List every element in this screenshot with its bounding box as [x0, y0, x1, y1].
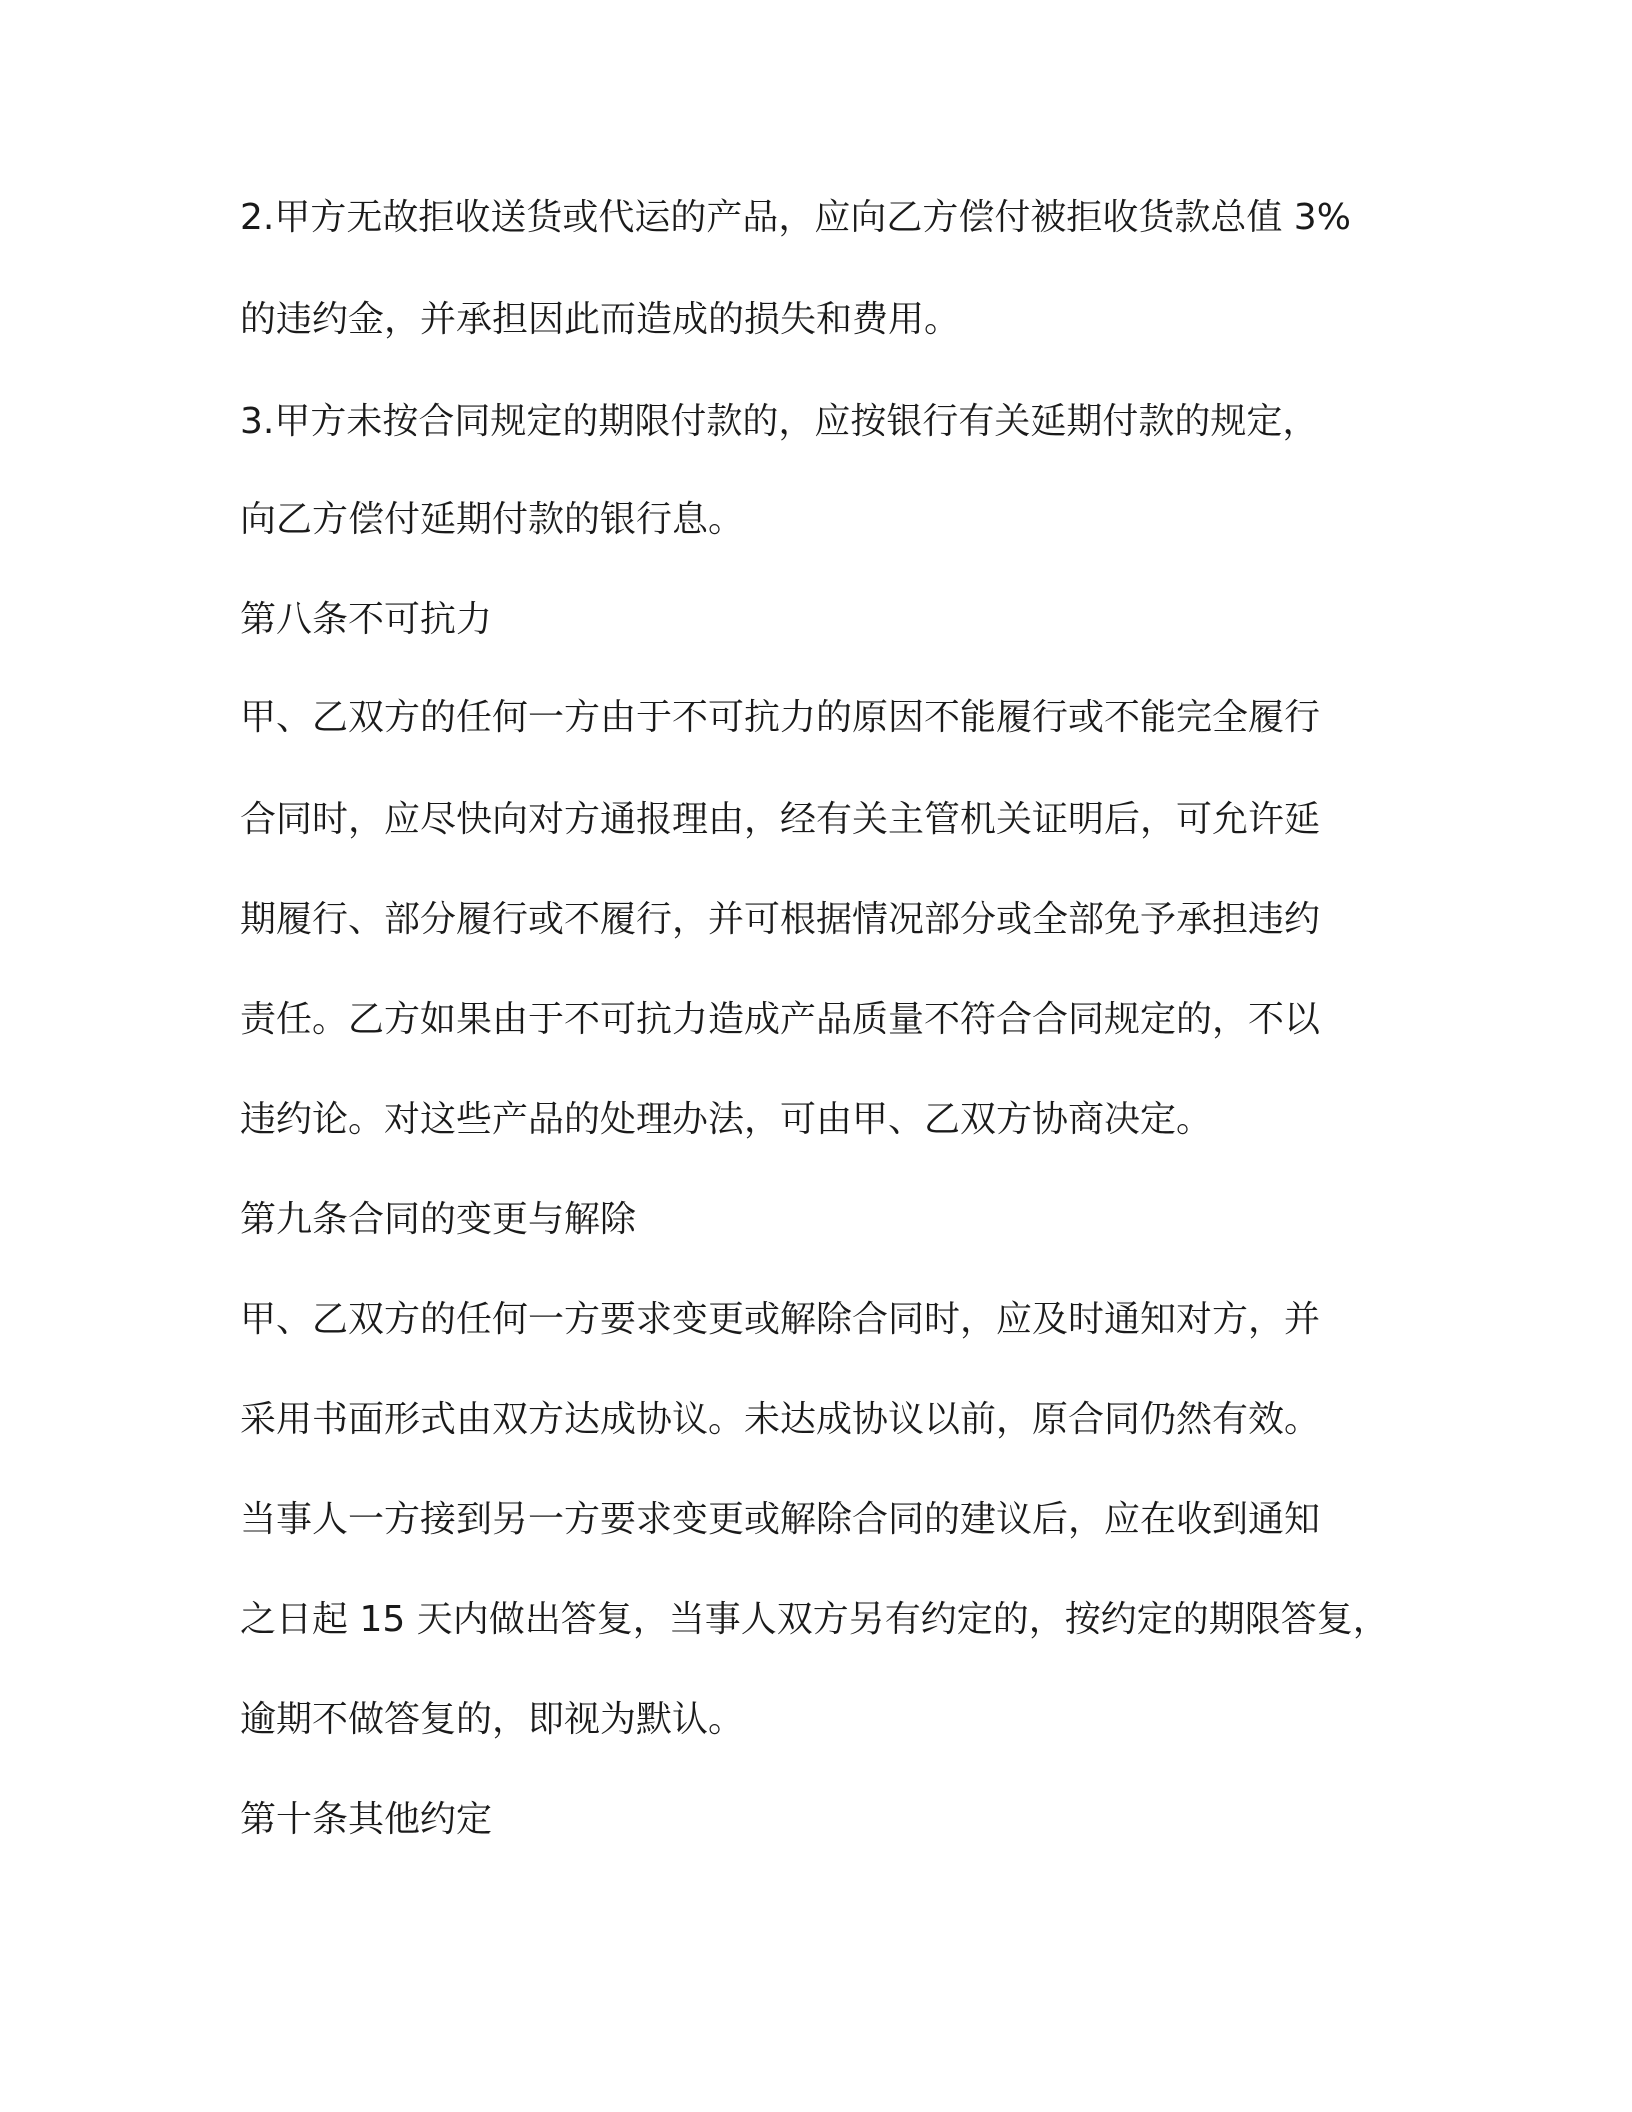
text-line-9: 责任。乙方如果由于不可抗力造成产品质量不符合合同规定的，不以	[240, 999, 1321, 1040]
text-line-14: 当事人一方接到另一方要求变更或解除合同的建议后，应在收到通知	[240, 1499, 1321, 1540]
text-line-15: 之日起 15 天内做出答复，当事人双方另有约定的，按约定的期限答复，	[240, 1599, 1389, 1640]
text-line-4: 向乙方偿付延期付款的银行息。	[240, 499, 745, 540]
heading-article-8: 第八条不可抗力	[240, 599, 493, 640]
text-line-1: 2.甲方无故拒收送货或代运的产品，应向乙方偿付被拒收货款总值 3%	[240, 197, 1351, 238]
text-line-7: 合同时，应尽快向对方通报理由，经有关主管机关证明后，可允许延	[240, 799, 1321, 840]
text-line-8: 期履行、部分履行或不履行，并可根据情况部分或全部免予承担违约	[240, 899, 1321, 940]
text-line-13: 采用书面形式由双方达成协议。未达成协议以前，原合同仍然有效。	[240, 1399, 1321, 1440]
heading-article-9: 第九条合同的变更与解除	[240, 1199, 637, 1240]
text-line-12: 甲、乙双方的任何一方要求变更或解除合同时，应及时通知对方，并	[240, 1299, 1321, 1340]
text-line-3: 3.甲方未按合同规定的期限付款的，应按银行有关延期付款的规定，	[240, 401, 1319, 442]
text-line-6: 甲、乙双方的任何一方由于不可抗力的原因不能履行或不能完全履行	[240, 697, 1321, 738]
text-line-2: 的违约金，并承担因此而造成的损失和费用。	[240, 299, 961, 340]
text-line-10: 违约论。对这些产品的处理办法，可由甲、乙双方协商决定。	[240, 1099, 1213, 1140]
heading-article-10: 第十条其他约定	[240, 1799, 493, 1840]
text-line-16: 逾期不做答复的，即视为默认。	[240, 1699, 745, 1740]
